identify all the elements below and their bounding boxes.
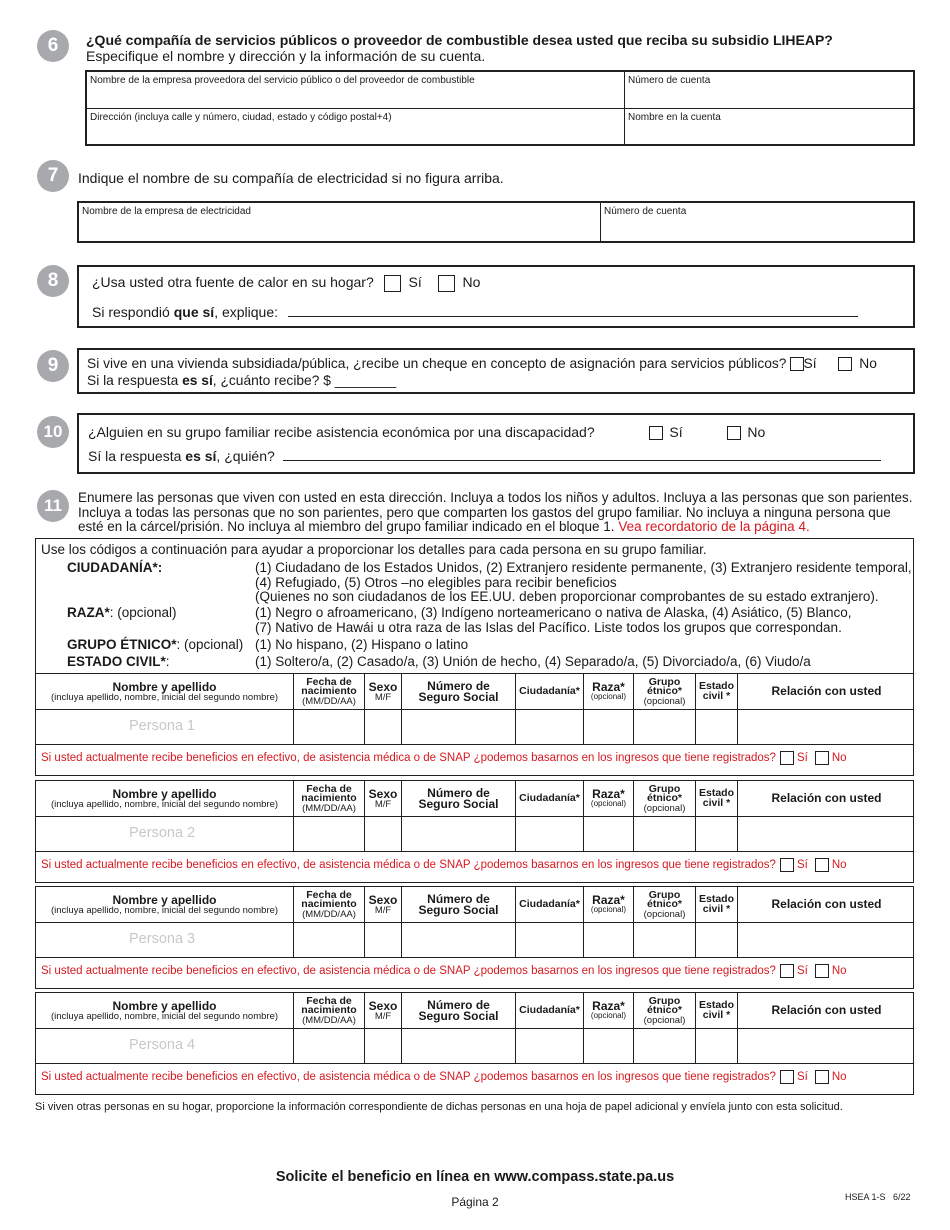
dob-input[interactable] <box>293 816 364 851</box>
header-marital: Estado civil * <box>695 887 737 922</box>
online-apply-text: Solicite el beneficio en línea en www.compass.state.pa.us <box>275 1169 675 1185</box>
marital-input[interactable] <box>695 1028 737 1063</box>
ethnic-input[interactable] <box>633 709 695 744</box>
snap-yes-label: Sí <box>796 965 808 978</box>
header-relation: Relación con usted <box>737 887 915 922</box>
header-marital: Estado civil * <box>695 993 737 1028</box>
header-dob: Fecha de nacimiento (MM/DD/AA) <box>293 993 364 1028</box>
header-citizenship: Ciudadanía* <box>515 887 583 922</box>
snap-yes-checkbox[interactable] <box>780 964 794 978</box>
snap-question-row <box>41 751 847 765</box>
q9-yes-checkbox[interactable] <box>790 357 804 371</box>
marital-input[interactable] <box>695 922 737 957</box>
question-8-text: ¿Usa usted otra fuente de calor en su hogar? <box>92 274 374 290</box>
page-number: Página 2 <box>451 1195 499 1209</box>
header-ethnic: Grupo étnico* (opcional) <box>633 993 695 1028</box>
citizenship-label: CIUDADANÍA*: <box>67 560 163 575</box>
snap-yes-label: Sí <box>796 859 808 872</box>
question-10-row <box>88 423 765 441</box>
sex-input[interactable] <box>364 816 401 851</box>
ssn-input[interactable] <box>401 816 515 851</box>
name-input[interactable] <box>36 816 293 851</box>
marital-input[interactable] <box>695 816 737 851</box>
relation-input[interactable] <box>737 709 915 744</box>
q9-no-label: No <box>859 356 877 371</box>
question-10-text: ¿Alguien en su grupo familiar recibe asistencia económica por una discapacidad? <box>88 424 595 440</box>
header-race: Raza* (opcional) <box>583 781 633 816</box>
marital-input[interactable] <box>695 709 737 744</box>
question-9-number: 9 <box>37 350 69 382</box>
question-8-explain-row: Si respondió que sí, explique: <box>92 303 858 321</box>
person-table <box>35 673 914 776</box>
marital-codes: (1) Soltero/a, (2) Casado/a, (3) Unión de hecho, (4) Separado/a, (5) Divorciado/a, (6) Viudo/a <box>255 654 811 669</box>
snap-yes-checkbox[interactable] <box>780 751 794 765</box>
race-codes: (1) Negro o afroamericano, (3) Indígeno norteamericano o nativa de Alaska, (4) Asiático, (5) Blanco, (7) Nativo de Hawái u otra raza de las Islas del Pacífico. Liste todos los grupos que correspondan. <box>255 605 852 635</box>
race-input[interactable] <box>583 922 633 957</box>
marital-label: ESTADO CIVIL*: <box>67 654 170 669</box>
snap-no-checkbox[interactable] <box>815 858 829 872</box>
header-ethnic: Grupo étnico* (opcional) <box>633 781 695 816</box>
form-code: HSEA 1-S 6/22 <box>845 1192 911 1202</box>
question-9-text: Si vive en una vivienda subsidiada/pública, ¿recibe un cheque en concepto de asignación para servicios públicos? <box>87 356 787 371</box>
header-relation: Relación con usted <box>737 674 915 709</box>
header-race: Raza* (opcional) <box>583 674 633 709</box>
q10-who-input[interactable] <box>283 447 881 461</box>
electric-company-field[interactable]: Nombre de la empresa de electricidad <box>82 206 251 217</box>
account-number-field[interactable]: Número de cuenta <box>628 75 711 86</box>
header-ssn: Número de Seguro Social <box>401 887 515 922</box>
header-citizenship: Ciudadanía* <box>515 674 583 709</box>
name-input[interactable] <box>36 1028 293 1063</box>
question-10-number: 10 <box>37 416 69 448</box>
snap-yes-label: Sí <box>796 1071 808 1084</box>
q10-yes-label: Sí <box>669 424 683 440</box>
snap-question: Si usted actualmente recibe beneficios en efectivo, de asistencia médica o de SNAP ¿podemos basarnos en los ingresos que tiene registrados? <box>41 965 776 978</box>
header-ssn: Número de Seguro Social <box>401 781 515 816</box>
snap-question-row <box>41 964 847 978</box>
question-10-who-row: Sí la respuesta es sí, ¿quién? <box>88 447 881 465</box>
dob-input[interactable] <box>293 709 364 744</box>
header-sex: Sexo M/F <box>364 674 401 709</box>
header-dob: Fecha de nacimiento (MM/DD/AA) <box>293 674 364 709</box>
citizenship-input[interactable] <box>515 816 583 851</box>
snap-question-row <box>41 858 847 872</box>
codes-intro: Use los códigos a continuación para ayudar a proporcionar los detalles para cada persona en su grupo familiar. <box>41 542 707 557</box>
ssn-input[interactable] <box>401 709 515 744</box>
snap-no-label: No <box>831 859 847 872</box>
citizenship-codes: (1) Ciudadano de los Estados Unidos, (2) Extranjero residente permanente, (3) Extranjero residente temporal, (4) Refugiado, (5) Otros –no elegibles para recibir beneficios (Quienes no son ciudadanos de los EE.UU. deben proporcionar comprobantes de su estado extranjero). <box>255 560 912 604</box>
electric-account-field[interactable]: Número de cuenta <box>604 206 687 217</box>
question-11-number: 11 <box>37 490 69 522</box>
question-8-row <box>92 273 480 292</box>
header-name: Nombre y apellido (incluya apellido, nombre, inicial del segundo nombre) <box>50 892 279 916</box>
header-citizenship: Ciudadanía* <box>515 993 583 1028</box>
header-relation: Relación con usted <box>737 781 915 816</box>
address-field[interactable]: Dirección (incluya calle y número, ciudad, estado y código postal+4) <box>90 112 392 123</box>
codes-legend <box>35 538 914 675</box>
snap-yes-checkbox[interactable] <box>780 1070 794 1084</box>
q10-no-checkbox[interactable] <box>727 426 741 440</box>
question-7-table <box>77 201 915 243</box>
snap-question: Si usted actualmente recibe beneficios en efectivo, de asistencia médica o de SNAP ¿podemos basarnos en los ingresos que tiene registrados? <box>41 1071 776 1084</box>
ssn-input[interactable] <box>401 922 515 957</box>
header-race: Raza* (opcional) <box>583 993 633 1028</box>
relation-input[interactable] <box>737 922 915 957</box>
ethnic-input[interactable] <box>633 922 695 957</box>
race-input[interactable] <box>583 1028 633 1063</box>
header-ssn: Número de Seguro Social <box>401 993 515 1028</box>
header-marital: Estado civil * <box>695 674 737 709</box>
person-table <box>35 992 914 1095</box>
header-name: Nombre y apellido (incluya apellido, nombre, inicial del segundo nombre) <box>50 786 279 810</box>
header-name: Nombre y apellido (incluya apellido, nombre, inicial del segundo nombre) <box>50 998 279 1022</box>
person-placeholder: Persona 4 <box>129 1037 196 1053</box>
ssn-input[interactable] <box>401 1028 515 1063</box>
header-citizenship: Ciudadanía* <box>515 781 583 816</box>
ethnic-input[interactable] <box>633 816 695 851</box>
question-6-table <box>85 70 915 146</box>
header-dob: Fecha de nacimiento (MM/DD/AA) <box>293 887 364 922</box>
relation-input[interactable] <box>737 816 915 851</box>
race-input[interactable] <box>583 816 633 851</box>
snap-no-checkbox[interactable] <box>815 964 829 978</box>
sex-input[interactable] <box>364 1028 401 1063</box>
header-ethnic: Grupo étnico* (opcional) <box>633 674 695 709</box>
name-input[interactable] <box>36 922 293 957</box>
race-label: RAZA*: (opcional) <box>67 605 177 620</box>
snap-question-row <box>41 1070 847 1084</box>
sex-input[interactable] <box>364 709 401 744</box>
ethnic-label: GRUPO ÉTNICO*: (opcional) <box>67 637 244 652</box>
snap-yes-checkbox[interactable] <box>780 858 794 872</box>
header-ethnic: Grupo étnico* (opcional) <box>633 887 695 922</box>
question-11-text: Enumere las personas que viven con usted en esta dirección. Incluya a todos los niños y adultos. Incluya a las personas que son parientes. Incluya a todas las personas que no son parientes, pero que comparten los gastos del grupo familiar. No incluya a ninguna persona que esté en la cárcel/prisión. No incluya al miembro del grupo familiar indicado en el bloque 1. Vea recordatorio de la página 4. <box>78 490 913 534</box>
q9-no-checkbox[interactable] <box>838 357 852 371</box>
snap-yes-label: Sí <box>796 752 808 765</box>
question-7-title: Indique el nombre de su compañía de electricidad si no figura arriba. <box>78 170 504 186</box>
q8-explain-input[interactable] <box>288 303 858 317</box>
snap-no-checkbox[interactable] <box>815 1070 829 1084</box>
snap-no-label: No <box>831 752 847 765</box>
question-8-number: 8 <box>37 265 69 297</box>
header-sex: Sexo M/F <box>364 993 401 1028</box>
relation-input[interactable] <box>737 1028 915 1063</box>
question-9-row <box>87 355 877 373</box>
q10-no-label: No <box>747 424 766 440</box>
q10-yes-checkbox[interactable] <box>649 426 663 440</box>
citizenship-input[interactable] <box>515 922 583 957</box>
citizenship-input[interactable] <box>515 1028 583 1063</box>
person-placeholder: Persona 2 <box>129 825 196 841</box>
snap-question: Si usted actualmente recibe beneficios en efectivo, de asistencia médica o de SNAP ¿podemos basarnos en los ingresos que tiene registrados? <box>41 752 776 765</box>
header-name: Nombre y apellido (incluya apellido, nombre, inicial del segundo nombre) <box>50 679 279 703</box>
citizenship-input[interactable] <box>515 709 583 744</box>
question-6-number: 6 <box>37 30 69 62</box>
person-table <box>35 886 914 989</box>
sex-input[interactable] <box>364 922 401 957</box>
header-dob: Fecha de nacimiento (MM/DD/AA) <box>293 781 364 816</box>
additional-persons-note: Si viven otras personas en su hogar, proporcione la información correspondiente de dichas personas en una hoja de papel adicional y envíela junto con esta solicitud. <box>35 1101 843 1113</box>
header-ssn: Número de Seguro Social <box>401 674 515 709</box>
header-sex: Sexo M/F <box>364 781 401 816</box>
person-placeholder: Persona 1 <box>129 718 196 734</box>
q8-no-checkbox[interactable] <box>438 275 455 292</box>
name-input[interactable] <box>36 709 293 744</box>
page4-reminder: Vea recordatorio de la página 4. <box>618 519 810 534</box>
account-name-field[interactable]: Nombre en la cuenta <box>628 112 721 123</box>
race-input[interactable] <box>583 709 633 744</box>
q8-no-label: No <box>462 274 481 290</box>
header-sex: Sexo M/F <box>364 887 401 922</box>
ethnic-input[interactable] <box>633 1028 695 1063</box>
dob-input[interactable] <box>293 922 364 957</box>
header-marital: Estado civil * <box>695 781 737 816</box>
ethnic-codes: (1) No hispano, (2) Hispano o latino <box>255 637 469 652</box>
person-placeholder: Persona 3 <box>129 931 196 947</box>
header-relation: Relación con usted <box>737 993 915 1028</box>
snap-no-label: No <box>831 1071 847 1084</box>
snap-no-label: No <box>831 965 847 978</box>
question-7-number: 7 <box>37 160 69 192</box>
header-race: Raza* (opcional) <box>583 887 633 922</box>
q8-yes-label: Sí <box>408 274 422 290</box>
dob-input[interactable] <box>293 1028 364 1063</box>
question-6-title: ¿Qué compañía de servicios públicos o proveedor de combustible desea usted que reciba su subsidio LIHEAP? Especifique el nombre y dirección y la información de su cuenta. <box>86 32 833 64</box>
provider-name-field[interactable]: Nombre de la empresa proveedora del servicio público o del proveedor de combustible <box>90 75 475 86</box>
snap-no-checkbox[interactable] <box>815 751 829 765</box>
person-table <box>35 780 914 883</box>
q9-yes-label: Sí <box>803 356 817 371</box>
snap-question: Si usted actualmente recibe beneficios en efectivo, de asistencia médica o de SNAP ¿podemos basarnos en los ingresos que tiene registrados? <box>41 859 776 872</box>
question-9-amount-row: Si la respuesta es sí, ¿cuánto recibe? $ ________ <box>87 373 397 388</box>
q8-yes-checkbox[interactable] <box>384 275 401 292</box>
